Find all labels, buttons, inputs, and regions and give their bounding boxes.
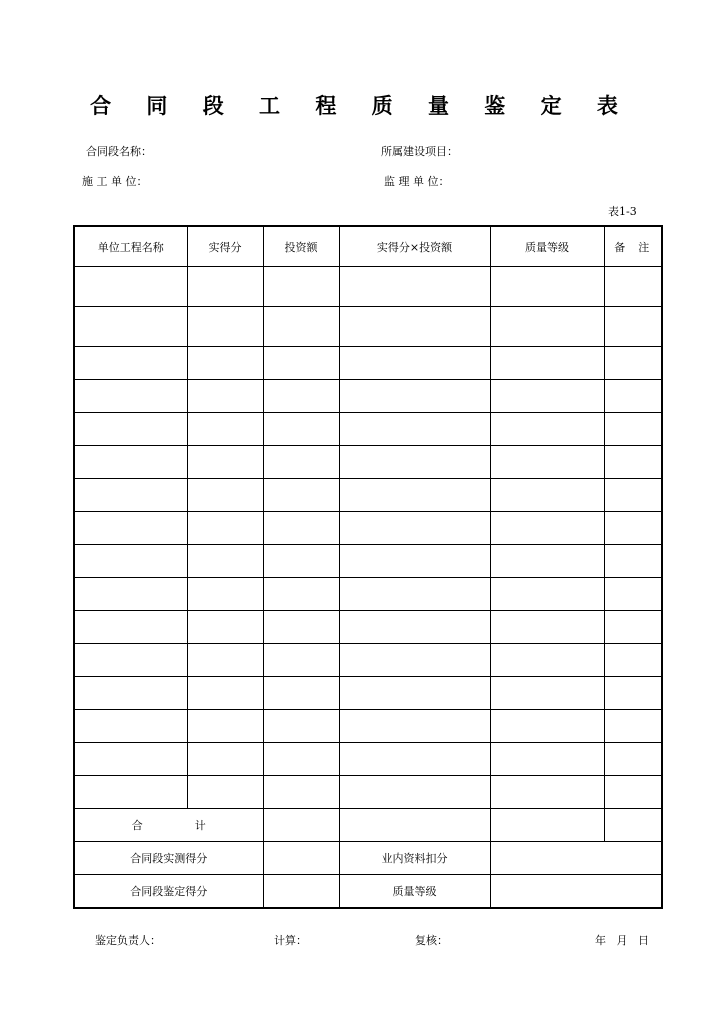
table-cell[interactable] [339,776,490,809]
table-cell[interactable] [490,743,604,776]
table-cell[interactable] [187,710,263,743]
project-label: 所属建设项目： [381,145,458,158]
table-cell[interactable] [604,347,662,380]
table-cell[interactable] [604,545,662,578]
table-cell[interactable] [604,479,662,512]
table-cell[interactable] [263,578,339,611]
table-cell[interactable] [604,380,662,413]
table-row [74,307,662,347]
table-row [74,743,662,776]
table-cell[interactable] [490,347,604,380]
table-cell[interactable] [263,446,339,479]
table-cell[interactable] [339,413,490,446]
internal-deduction-label: 业内资料扣分 [339,842,490,875]
table-cell[interactable] [187,644,263,677]
table-cell[interactable] [187,776,263,809]
total-investment-cell[interactable] [263,809,339,842]
total-remarks-cell[interactable] [604,809,662,842]
contract-section-name-label: 合同段名称： [86,145,152,158]
table-cell[interactable] [263,413,339,446]
table-row [74,512,662,545]
table-cell[interactable] [187,512,263,545]
measured-score-label: 合同段实测得分 [74,842,263,875]
table-cell[interactable] [339,512,490,545]
table-cell[interactable] [604,512,662,545]
reviewer-label: 复核： [415,934,448,947]
total-row [74,809,662,842]
table-cell[interactable] [490,545,604,578]
table-cell[interactable] [604,677,662,710]
table-cell[interactable] [187,446,263,479]
table-cell[interactable] [339,347,490,380]
table-cell[interactable] [339,644,490,677]
table-row [74,267,662,307]
table-cell[interactable] [74,644,187,677]
table-cell[interactable] [604,267,662,307]
appraisal-score-value[interactable] [263,875,339,909]
date-label: 年 月 日 [595,934,649,947]
table-row [74,776,662,809]
table-row [74,479,662,512]
appraiser-label: 鉴定负责人： [95,934,161,947]
table-cell[interactable] [74,743,187,776]
total-label-cell [74,809,263,842]
header-unit-project-name: 单位工程名称 [74,226,187,267]
table-header-row [74,226,662,267]
table-cell[interactable] [604,611,662,644]
table-cell[interactable] [490,267,604,307]
table-cell[interactable] [263,512,339,545]
table-cell[interactable] [187,347,263,380]
table-cell[interactable] [263,743,339,776]
table-cell[interactable] [263,380,339,413]
table-cell[interactable] [74,578,187,611]
measured-score-value[interactable] [263,842,339,875]
table-cell[interactable] [604,413,662,446]
appraisal-score-label: 合同段鉴定得分 [74,875,263,909]
table-cell[interactable] [339,307,490,347]
form-title: 合 同 段 工 程 质 量 鉴 定 表 [90,94,632,118]
table-cell[interactable] [263,710,339,743]
table-cell[interactable] [339,710,490,743]
header-investment: 投资额 [263,226,339,267]
table-cell[interactable] [263,479,339,512]
table-cell[interactable] [490,611,604,644]
table-cell[interactable] [187,743,263,776]
table-cell[interactable] [339,743,490,776]
table-cell[interactable] [339,611,490,644]
table-cell[interactable] [74,545,187,578]
table-cell[interactable] [263,677,339,710]
table-cell[interactable] [74,307,187,347]
table-cell[interactable] [74,512,187,545]
table-row [74,413,662,446]
table-cell[interactable] [604,578,662,611]
table-row [74,446,662,479]
table-row [74,347,662,380]
table-cell[interactable] [339,380,490,413]
table-cell[interactable] [74,380,187,413]
table-cell[interactable] [74,446,187,479]
table-cell[interactable] [187,578,263,611]
calculator-label: 计算： [274,934,307,947]
table-cell[interactable] [490,512,604,545]
total-label-right: 计 [194,819,206,832]
table-cell[interactable] [490,479,604,512]
table-cell[interactable] [490,710,604,743]
table-cell[interactable] [263,545,339,578]
table-cell[interactable] [604,446,662,479]
table-row [74,644,662,677]
table-cell[interactable] [74,611,187,644]
table-cell[interactable] [604,644,662,677]
table-cell[interactable] [187,545,263,578]
form-number: 表1-3 [608,205,637,218]
table-cell[interactable] [604,710,662,743]
table-cell[interactable] [490,380,604,413]
table-cell[interactable] [263,776,339,809]
header-score-times-investment: 实得分×投资额 [339,226,490,267]
table-cell[interactable] [187,267,263,307]
header-actual-score: 实得分 [187,226,263,267]
total-grade-cell[interactable] [490,809,604,842]
table-cell[interactable] [490,413,604,446]
table-row [74,710,662,743]
table-row [74,677,662,710]
table-cell[interactable] [604,307,662,347]
table-cell[interactable] [604,743,662,776]
internal-deduction-value[interactable] [490,842,662,875]
table-cell[interactable] [490,446,604,479]
table-cell[interactable] [187,479,263,512]
table-row [74,380,662,413]
table-cell[interactable] [74,710,187,743]
table-cell[interactable] [339,479,490,512]
table-row [74,545,662,578]
table-cell[interactable] [339,578,490,611]
quality-grade-label: 质量等级 [339,875,490,909]
table-cell[interactable] [263,267,339,307]
table-cell[interactable] [339,677,490,710]
table-cell[interactable] [490,578,604,611]
table-cell[interactable] [490,644,604,677]
table-cell[interactable] [339,545,490,578]
quality-grade-value[interactable] [490,875,662,909]
table-cell[interactable] [74,347,187,380]
supervisor-label: 监 理 单 位： [384,175,450,188]
table-cell[interactable] [339,267,490,307]
table-cell[interactable] [187,611,263,644]
table-cell[interactable] [74,479,187,512]
table-cell[interactable] [263,611,339,644]
table-cell[interactable] [490,677,604,710]
table-cell[interactable] [490,776,604,809]
table-cell[interactable] [74,776,187,809]
table-cell[interactable] [490,307,604,347]
header-quality-grade: 质量等级 [490,226,604,267]
header-remarks: 备 注 [604,226,662,267]
table-cell[interactable] [74,413,187,446]
table-cell[interactable] [604,776,662,809]
quality-appraisal-table [73,225,663,909]
total-label-left: 合 [131,819,143,832]
table-row [74,611,662,644]
table-cell[interactable] [263,644,339,677]
table-cell[interactable] [187,380,263,413]
table-cell[interactable] [187,307,263,347]
table-cell[interactable] [74,677,187,710]
table-cell[interactable] [187,677,263,710]
total-product-cell[interactable] [339,809,490,842]
table-row [74,578,662,611]
table-cell[interactable] [263,307,339,347]
appraisal-score-row [74,875,662,909]
table-cell[interactable] [74,267,187,307]
table-cell[interactable] [339,446,490,479]
table-cell[interactable] [263,347,339,380]
contractor-label: 施 工 单 位： [82,175,148,188]
table-cell[interactable] [187,413,263,446]
measured-score-row [74,842,662,875]
